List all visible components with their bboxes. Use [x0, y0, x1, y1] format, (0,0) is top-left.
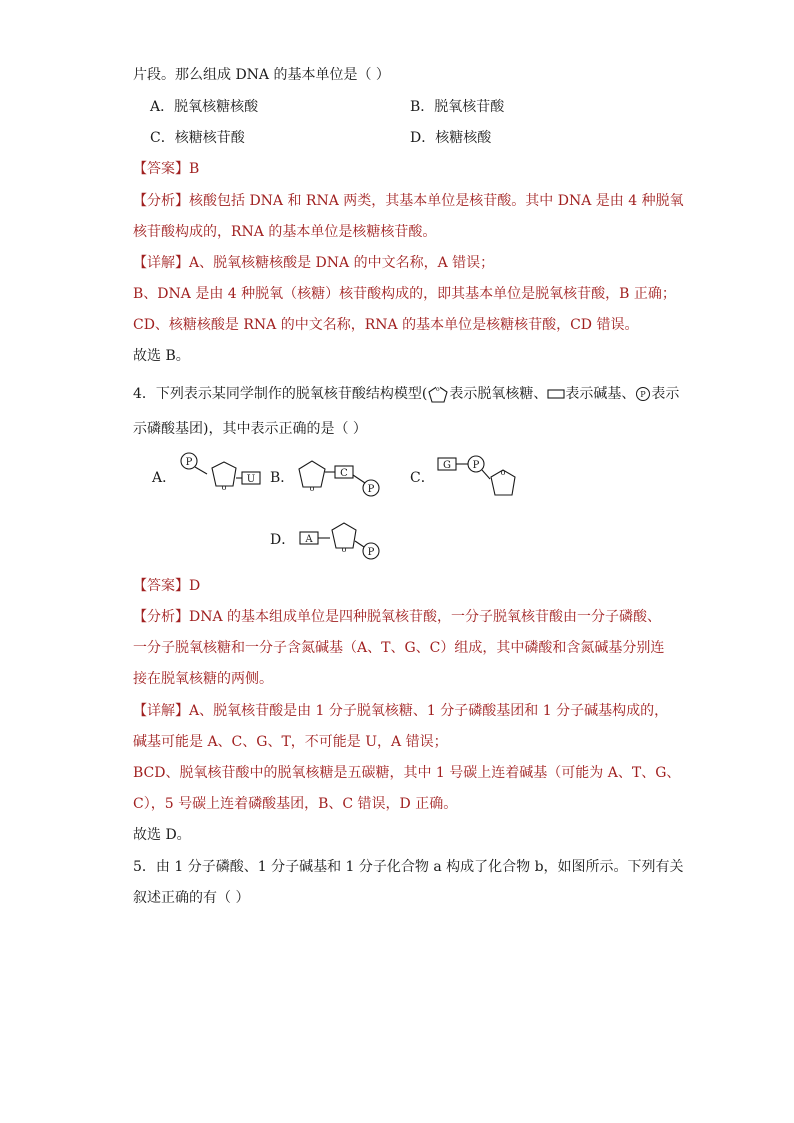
- q5-stem-line-2: 叙述正确的有（ ）: [133, 890, 250, 906]
- pentagon-sugar-icon: [427, 384, 449, 404]
- q4-option-b-label: B．: [270, 470, 295, 486]
- phosphate-label: P: [367, 547, 375, 558]
- phosphate-circle-icon: [635, 386, 651, 402]
- q3-answer: 【答案】B: [133, 161, 200, 177]
- phosphate-label: P: [472, 460, 480, 471]
- svg-text:o: o: [309, 484, 315, 493]
- q4-detail-line-3: BCD、脱氧核苷酸中的脱氧核糖是五碳糖，其中 1 号碳上连着碱基（可能为 A、T、G、: [133, 765, 681, 781]
- q4-detail-line-4: C），5 号碳上连着磷酸基团，B、C 错误，D 正确。: [133, 796, 458, 812]
- phosphate-label: P: [640, 390, 647, 399]
- q4-answer: 【答案】D: [133, 578, 201, 594]
- q4-analysis-line-1: 【分析】DNA 的基本组成单位是四种脱氧核苷酸，一分子脱氧核苷酸由一分子磷酸、: [133, 609, 662, 625]
- q4-detail-line-1: 【详解】A、脱氧核苷酸是由 1 分子脱氧核糖、1 分子磷酸基团和 1 分子碱基构成的，: [133, 703, 669, 719]
- q3-analysis-line-2: 核苷酸构成的，RNA 的基本单位是核糖核苷酸。: [133, 224, 437, 240]
- base-label-d: A: [305, 534, 313, 545]
- q3-conclusion: 故选 B。: [133, 348, 190, 364]
- base-label-a: U: [246, 474, 256, 485]
- svg-text:o: o: [500, 468, 506, 477]
- q4-stem-line-2: 示磷酸基团)，其中表示正确的是（ ）: [133, 421, 367, 437]
- q3-stem-tail: 片段。那么组成 DNA 的基本单位是（ ）: [133, 67, 390, 83]
- q4-stem-part-3: 表示碱基、: [565, 386, 636, 402]
- q3-option-c: C．核糖核苷酸: [150, 130, 245, 146]
- base-label-c: G: [443, 460, 451, 471]
- q4-option-c-diagram: [434, 453, 524, 503]
- q4-option-b-diagram: [294, 455, 384, 500]
- phosphate-label: P: [185, 457, 193, 468]
- q3-analysis-line-1: 【分析】核酸包括 DNA 和 RNA 两类，其基本单位是核苷酸。其中 DNA 是由 4 种脱氧: [133, 193, 684, 209]
- q4-analysis-line-3: 接在脱氧核糖的两侧。: [133, 671, 273, 687]
- phosphate-label: P: [367, 484, 375, 495]
- q4-option-a-label: A．: [152, 470, 177, 486]
- q5-stem-line-1: 5．由 1 分子磷酸、1 分子碱基和 1 分子化合物 a 构成了化合物 b，如图所示。下列有关: [133, 859, 684, 875]
- q4-detail-line-2: 碱基可能是 A、C、G、T，不可能是 U，A 错误；: [133, 734, 448, 750]
- q4-stem-line-1: [133, 384, 679, 404]
- q3-option-d: D．核糖核酸: [410, 130, 492, 146]
- svg-text:o: o: [436, 386, 440, 393]
- q4-option-d-diagram: [294, 516, 389, 566]
- q3-detail-line-1: 【详解】A、脱氧核糖核酸是 DNA 的中文名称，A 错误；: [133, 255, 495, 271]
- q4-stem-part-4: 表示: [651, 386, 680, 402]
- q3-option-a: A．脱氧核糖核酸: [150, 99, 259, 115]
- q4-stem-part-1: 4．下列表示某同学制作的脱氧核苷酸结构模型(: [133, 386, 428, 402]
- svg-text:o: o: [221, 483, 227, 492]
- svg-text:o: o: [341, 545, 347, 554]
- rectangle-base-icon: [547, 388, 565, 400]
- q4-option-c-label: C．: [410, 470, 435, 486]
- q4-option-d-label: D．: [270, 532, 296, 548]
- q4-conclusion: 故选 D。: [133, 827, 191, 843]
- q3-detail-line-2: B、DNA 是由 4 种脱氧（核糖）核苷酸构成的，即其基本单位是脱氧核苷酸，B 正确；: [133, 286, 676, 302]
- q3-detail-line-3: CD、核糖核酸是 RNA 的中文名称，RNA 的基本单位是核糖核苷酸，CD 错误。: [133, 317, 639, 333]
- q3-option-b: B．脱氧核苷酸: [410, 99, 505, 115]
- q4-analysis-line-2: 一分子脱氧核糖和一分子含氮碱基（A、T、G、C）组成，其中磷酸和含氮碱基分别连: [133, 640, 665, 656]
- q4-stem-part-2: 表示脱氧核糖、: [449, 386, 548, 402]
- base-label-b: C: [340, 468, 348, 479]
- q4-option-a-diagram: [176, 448, 266, 498]
